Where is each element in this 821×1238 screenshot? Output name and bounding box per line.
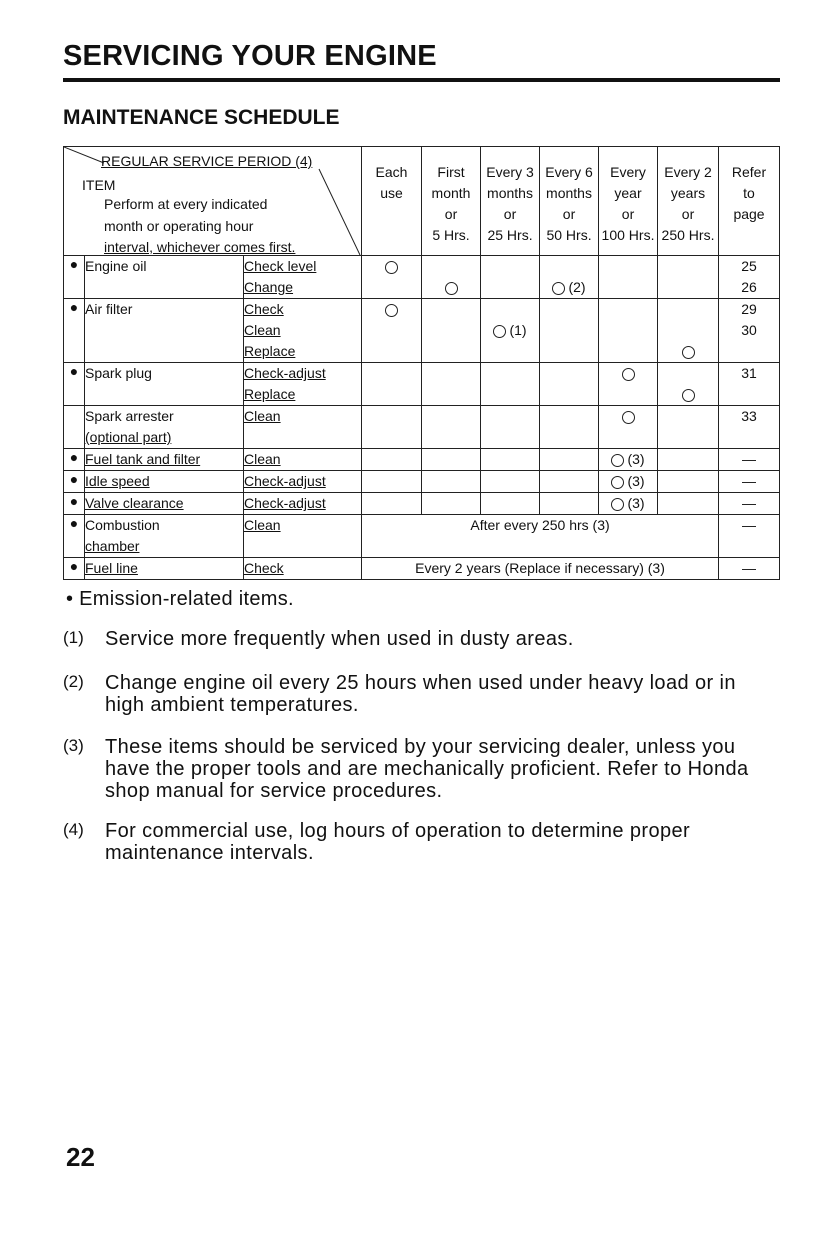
item-name: Engine oil [85,258,147,274]
column-header-line: month [431,185,471,201]
interval-cell [540,471,599,493]
interval-mark [362,320,421,341]
interval-mark [540,341,598,362]
interval-cell [362,471,422,493]
interval-mark [658,471,718,492]
refer-page: — [742,473,757,489]
interval-mark [540,320,598,341]
column-header-3-months [481,147,540,256]
table-row [64,471,780,493]
interval-mark [481,406,539,427]
interval-mark [540,277,598,298]
item-name: Fuel tank and filter [85,451,201,467]
interval-cell [362,406,422,449]
refer-page: — [742,451,757,467]
interval-mark [362,406,421,427]
interval-cell [422,256,481,299]
footnote-number: (4) [63,820,84,839]
column-header-line: years [670,185,706,201]
interval-cell [599,406,658,449]
table-row [64,515,780,558]
interval-cell [540,363,599,406]
column-header-line: 250 Hrs. [661,227,715,243]
interval-mark [658,277,718,298]
refer-page-cell [719,471,780,493]
column-header-line: page [733,206,765,222]
interval-cell [658,493,719,515]
column-header-line: months [546,185,592,201]
emission-bullet: ● [69,493,79,509]
action-label: Clean [244,451,281,467]
item-name-line2: chamber [85,538,140,554]
emission-bullet: ● [69,515,79,531]
interval-cell [422,406,481,449]
interval-cell [422,363,481,406]
refer-page: — [742,560,757,576]
column-header-2-years [658,147,719,256]
action-label: Check [244,301,284,317]
table-row [64,558,780,580]
action-cell [244,449,362,471]
interval-cell [599,493,658,515]
interval-mark [362,471,421,492]
refer-page-cell [719,449,780,471]
interval-mark [540,471,598,492]
check-circle-icon [611,476,624,489]
interval-cell [599,363,658,406]
interval-span-cell [362,515,719,558]
column-header-line: year [614,185,642,201]
item-cell [85,449,244,471]
interval-mark [599,341,657,362]
interval-span-cell [362,558,719,580]
interval-cell [481,363,540,406]
footnote-text: Change engine oil every 25 hours when used under heavy load or in high ambient temperatures. [105,672,736,716]
table-body [64,147,780,580]
interval-mark [658,341,718,362]
column-header-line: 50 Hrs. [546,227,592,243]
emission-bullet-cell [64,449,85,471]
refer-page: — [742,495,757,511]
column-header-line: First [437,164,465,180]
mark-note: (3) [627,451,645,467]
emission-bullet: ● [69,256,79,272]
refer-page-cell [719,515,780,558]
item-name: Spark plug [85,365,152,381]
table-row [64,363,780,406]
interval-mark [362,277,421,298]
interval-cell [599,471,658,493]
column-header-line: Every 3 [486,164,534,180]
interval-cell [481,406,540,449]
interval-mark [422,449,480,470]
interval-mark [658,320,718,341]
interval-cell [599,299,658,363]
interval-mark [481,341,539,362]
interval-mark [362,449,421,470]
interval-mark [658,384,718,405]
table-row [64,256,780,299]
refer-page [719,341,779,362]
footnote-number: (2) [63,672,84,691]
section-title: MAINTENANCE SCHEDULE [63,106,340,129]
emission-bullet-cell [64,515,85,558]
interval-mark [481,277,539,298]
title-rule [63,78,780,82]
interval-span-text: Every 2 years (Replace if necessary) (3) [415,560,665,576]
check-circle-icon [385,261,398,274]
interval-mark [481,384,539,405]
interval-cell [540,299,599,363]
emission-bullet: ● [69,299,79,315]
interval-cell [362,256,422,299]
column-header-every-year [599,147,658,256]
check-circle-icon [611,498,624,511]
column-header-line: Each [375,164,408,180]
item-name: Spark arrester [85,408,174,424]
check-circle-icon [552,282,565,295]
refer-page: 30 [741,322,757,338]
item-name: Fuel line [85,560,138,576]
interval-mark [540,384,598,405]
interval-mark [658,256,718,277]
emission-bullet-cell [64,299,85,363]
column-header-first-month [422,147,481,256]
check-circle-icon [385,304,398,317]
interval-mark [481,471,539,492]
interval-cell [362,363,422,406]
interval-mark [422,471,480,492]
interval-mark [540,493,598,514]
action-cell [244,299,362,363]
interval-mark [481,320,539,341]
footnote-text: For commercial use, log hours of operation to determine proper maintenance intervals. [105,820,691,864]
column-header-line: 5 Hrs. [432,227,470,243]
interval-cell [422,471,481,493]
action-label: Clean [244,517,281,533]
action-label: Check [244,560,284,576]
interval-mark [422,363,480,384]
interval-mark [422,299,480,320]
interval-span-text: After every 250 hrs (3) [470,517,610,533]
interval-cell [481,449,540,471]
emission-bullet-cell [64,363,85,406]
interval-mark [422,277,480,298]
footnote-number: (3) [63,736,84,755]
refer-page-cell [719,363,780,406]
emission-bullet: ● [69,558,79,574]
emission-bullet-cell [64,256,85,299]
column-header-line: Refer [731,164,767,180]
column-header-line: to [743,185,755,201]
table-row [64,449,780,471]
interval-cell [481,493,540,515]
refer-page: 29 [741,301,757,317]
item-cell [85,471,244,493]
interval-mark [481,256,539,277]
interval-cell [599,449,658,471]
action-label: Check-adjust [244,365,326,381]
action-cell [244,471,362,493]
interval-cell [362,493,422,515]
interval-mark [422,493,480,514]
interval-cell [481,471,540,493]
mark-note: (3) [627,473,645,489]
interval-mark [658,299,718,320]
column-header-line: Every 2 [664,164,712,180]
column-header-each-use [362,147,422,256]
column-header-line: months [487,185,533,201]
action-cell [244,493,362,515]
interval-cell [658,299,719,363]
interval-mark [599,406,657,427]
interval-mark [362,363,421,384]
interval-mark [362,341,421,362]
action-label: Change [244,279,294,295]
check-circle-icon [682,389,695,402]
interval-mark [362,493,421,514]
action-cell [244,256,362,299]
mark-note: (3) [627,495,645,511]
item-cell [85,299,244,363]
item-name: Idle speed [85,473,150,489]
table-row [64,299,780,363]
interval-mark [481,299,539,320]
interval-mark [599,449,657,470]
page-title: SERVICING YOUR ENGINE [63,40,437,72]
interval-mark [422,406,480,427]
interval-mark [481,363,539,384]
refer-page-cell [719,558,780,580]
action-cell [244,558,362,580]
refer-page [719,384,779,405]
check-circle-icon [445,282,458,295]
interval-mark [599,363,657,384]
interval-cell [658,471,719,493]
interval-mark [422,320,480,341]
interval-mark [599,471,657,492]
interval-cell [362,449,422,471]
action-label: Check-adjust [244,473,326,489]
interval-cell [658,256,719,299]
item-name: Combustion [85,517,160,533]
interval-cell [658,363,719,406]
item-cell [85,406,244,449]
mark-note: (2) [568,279,586,295]
column-header-line: Every 6 [545,164,593,180]
interval-cell [599,256,658,299]
emission-bullet-cell [64,493,85,515]
item-cell [85,256,244,299]
interval-mark [599,256,657,277]
refer-page-cell [719,493,780,515]
interval-mark [422,384,480,405]
interval-mark [658,449,718,470]
action-label: Check-adjust [244,495,326,511]
interval-cell [540,256,599,299]
interval-mark [481,493,539,514]
column-header-line: or [444,206,458,222]
refer-page: — [742,517,757,533]
table-row [64,406,780,449]
interval-cell [658,449,719,471]
column-header-refer-page [719,147,780,256]
emission-bullet: ● [69,449,79,465]
interval-mark [599,299,657,320]
emission-bullet-cell [64,558,85,580]
refer-page: 33 [741,408,757,424]
item-cell [85,493,244,515]
interval-mark [658,406,718,427]
column-header-line: or [621,206,635,222]
item-cell [85,558,244,580]
refer-page-cell [719,256,780,299]
interval-cell [540,493,599,515]
interval-mark [481,449,539,470]
interval-mark [362,256,421,277]
interval-mark [422,341,480,362]
table-row [64,493,780,515]
column-header-line: use [380,185,403,201]
emission-bullet-cell [64,406,85,449]
header-row [64,147,780,256]
check-circle-icon [493,325,506,338]
interval-cell [540,449,599,471]
refer-page-cell [719,406,780,449]
item-cell [85,515,244,558]
interval-mark [540,406,598,427]
interval-mark [362,299,421,320]
interval-cell [540,406,599,449]
interval-mark [599,277,657,298]
column-header-line: 100 Hrs. [601,227,655,243]
column-header-line: Every [610,164,646,180]
column-header-6-months [540,147,599,256]
interval-cell [481,256,540,299]
emission-bullet: ● [69,363,79,379]
action-cell [244,363,362,406]
item-label: ITEM [82,177,116,193]
column-header-line: 25 Hrs. [487,227,533,243]
footnote-text: Service more frequently when used in dusty areas. [105,628,574,650]
emission-note: • Emission-related items. [66,588,294,610]
interval-mark [362,384,421,405]
interval-cell [422,493,481,515]
interval-cell [422,299,481,363]
column-header-line: or [562,206,576,222]
refer-page: 31 [741,365,757,381]
maintenance-table [63,146,780,580]
interval-mark [422,256,480,277]
column-header-line: or [681,206,695,222]
column-header-line: or [503,206,517,222]
item-cell [85,363,244,406]
interval-cell [658,406,719,449]
interval-note-line: Perform at every indicated [104,196,268,212]
interval-cell [481,299,540,363]
check-circle-icon [611,454,624,467]
mark-note: (1) [509,322,527,338]
item-name: Air filter [85,301,133,317]
corner-header [64,147,362,256]
action-label: Replace [244,343,296,359]
item-name: Valve clearance [85,495,184,511]
interval-cell [422,449,481,471]
interval-note-line: month or operating hour [104,218,254,234]
page-number: 22 [66,1142,95,1172]
interval-mark [658,493,718,514]
action-cell [244,515,362,558]
emission-bullet-cell [64,471,85,493]
check-circle-icon [622,368,635,381]
interval-mark [540,299,598,320]
interval-cell [362,299,422,363]
interval-mark [658,363,718,384]
interval-mark [599,320,657,341]
refer-page: 26 [741,279,757,295]
check-circle-icon [622,411,635,424]
interval-mark [540,256,598,277]
footnote-number: (1) [63,628,84,647]
item-name-line2: (optional part) [85,429,172,445]
interval-note-line: interval, whichever comes first. [104,239,296,255]
refer-page: 25 [741,258,757,274]
service-period-label: REGULAR SERVICE PERIOD (4) [101,153,313,169]
refer-page-cell [719,299,780,363]
action-cell [244,406,362,449]
action-label: Clean [244,408,281,424]
action-label: Replace [244,386,296,402]
emission-bullet: ● [69,471,79,487]
interval-mark [540,449,598,470]
interval-mark [540,363,598,384]
action-label: Clean [244,322,281,338]
interval-mark [599,384,657,405]
check-circle-icon [682,346,695,359]
action-label: Check level [244,258,317,274]
interval-mark [599,493,657,514]
footnote-text: These items should be serviced by your servicing dealer, unless you have the proper tools and are mechanically proficient. Refer to Honda shop manual for service procedures. [105,736,749,802]
